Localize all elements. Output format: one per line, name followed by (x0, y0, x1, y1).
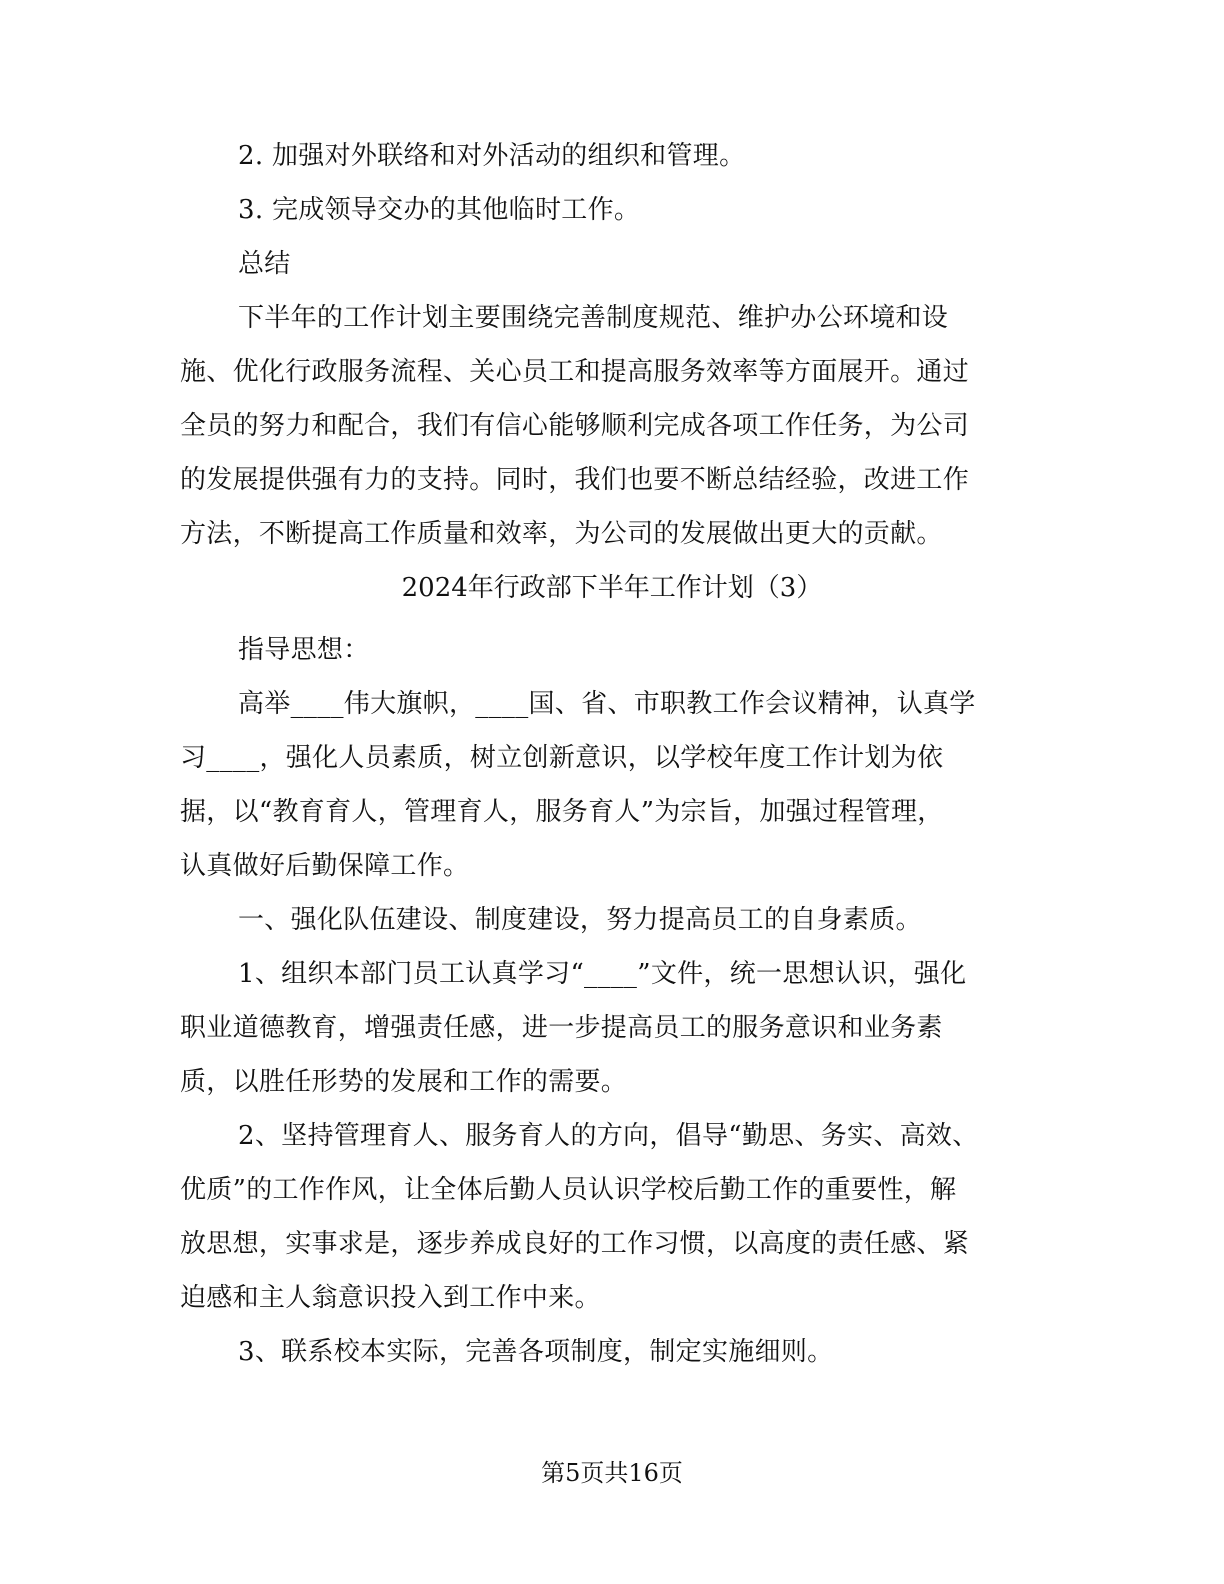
paragraph-line: 认真做好后勤保障工作。 (180, 851, 470, 881)
document-title: 2024年行政部下半年工作计划（3） (401, 573, 823, 603)
paragraph-line: 优质”的工作作风，让全体后勤人员认识学校后勤工作的重要性，解 (180, 1175, 957, 1205)
paragraph-line: 习____，强化人员素质，树立创新意识，以学校年度工作计划为依 (180, 743, 944, 773)
paragraph-line: 方法，不断提高工作质量和效率，为公司的发展做出更大的贡献。 (180, 519, 943, 549)
paragraph-line: 施、优化行政服务流程、关心员工和提高服务效率等方面展开。通过 (180, 357, 970, 387)
paragraph-line: 据，以“教育育人，管理育人，服务育人”为宗旨，加强过程管理， (180, 797, 944, 827)
paragraph-line: 迫感和主人翁意识投入到工作中来。 (180, 1283, 601, 1313)
paragraph-line: 全员的努力和配合，我们有信心能够顺利完成各项工作任务，为公司 (180, 411, 970, 441)
paragraph-line: 2、坚持管理育人、服务育人的方向，倡导“勤思、务实、高效、 (238, 1121, 979, 1151)
section-heading: 一、强化队伍建设、制度建设，努力提高员工的自身素质。 (238, 905, 922, 935)
paragraph-line: 1、组织本部门员工认真学习“____”文件，统一思想认识，强化 (238, 959, 967, 989)
list-item: 2. 加强对外联络和对外活动的组织和管理。 (238, 141, 746, 171)
section-heading: 指导思想： (238, 635, 370, 665)
page-number: 第5页共16页 (541, 1459, 683, 1487)
paragraph-line: 3、联系校本实际，完善各项制度，制定实施细则。 (238, 1337, 834, 1367)
paragraph-line: 的发展提供强有力的支持。同时，我们也要不断总结经验，改进工作 (180, 465, 970, 495)
paragraph-line: 高举____伟大旗帜，____国、省、市职教工作会议精神，认真学 (238, 689, 976, 719)
list-item: 3. 完成领导交办的其他临时工作。 (238, 195, 641, 225)
paragraph-line: 质，以胜任形势的发展和工作的需要。 (180, 1067, 628, 1097)
section-heading: 总结 (238, 249, 291, 279)
paragraph-line: 职业道德教育，增强责任感，进一步提高员工的服务意识和业务素 (180, 1013, 943, 1043)
paragraph-line: 放思想，实事求是，逐步养成良好的工作习惯，以高度的责任感、紧 (180, 1229, 970, 1259)
paragraph-line: 下半年的工作计划主要围绕完善制度规范、维护办公环境和设 (238, 303, 949, 333)
